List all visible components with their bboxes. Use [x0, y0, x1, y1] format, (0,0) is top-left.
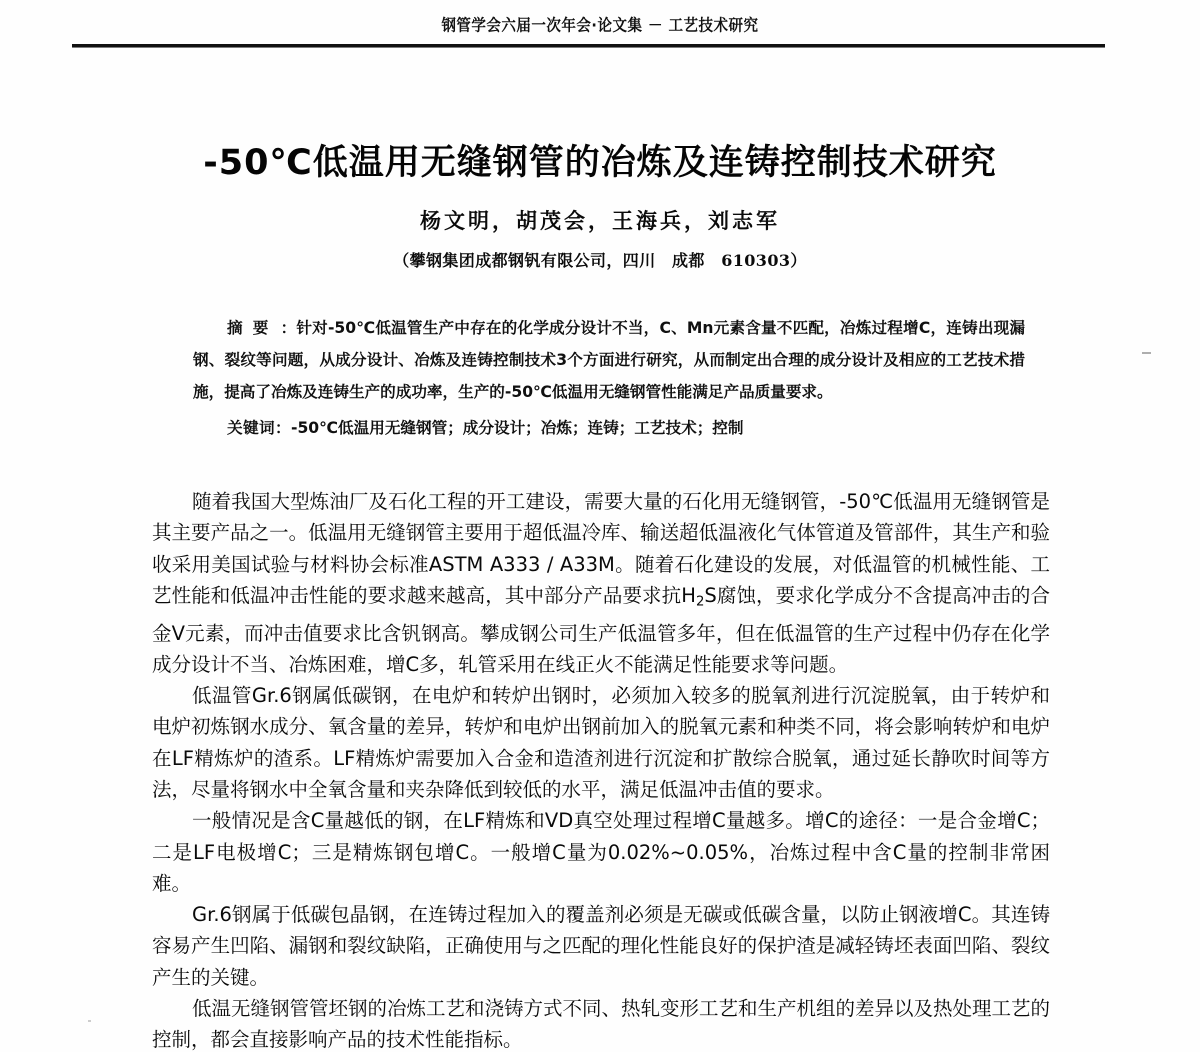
- body-paragraph-4: Gr.6钢属于低碳包晶钢，在连铸过程加入的覆盖剂必须是无碳或低碳含量，以防止钢液增C。其连铸容易产生凹陷、漏钢和裂纹缺陷，正确使用与之匹配的理化性能良好的保护渣是减轻铸坯表面凹陷、裂纹产生的关键。: [152, 903, 1050, 989]
- scan-artifact: [1142, 352, 1151, 354]
- body-paragraph-2: 低温管Gr.6钢属低碳钢，在电炉和转炉出钢时，必须加入较多的脱氧剂进行沉淀脱氧，由于转炉和电炉初炼钢水成分、氧含量的差异，转炉和电炉出钢前加入的脱氧元素和种类不同，将会影响转炉和电炉在LF精炼炉的渣系。LF精炼炉需要加入合金和造渣剂进行沉淀和扩散综合脱氧，通过延长静吹时间等方法，尽量将钢水中全氧含量和夹杂降低到较低的水平，满足低温冲击值的要求。: [152, 684, 1050, 801]
- running-header: [0, 14, 1200, 35]
- abstract-paragraph: [193, 312, 1025, 408]
- author-list: 杨文明，胡茂会，王海兵，刘志军: [420, 208, 780, 233]
- body-paragraph-5: 低温无缝钢管管坯钢的冶炼工艺和浇铸方式不同、热轧变形工艺和生产机组的差异以及热处理工艺的控制，都会直接影响产品的技术性能指标。: [152, 997, 1051, 1052]
- keywords-text: -50℃低温用无缝钢管；成分设计；冶炼；连铸；工艺技术；控制: [290, 419, 744, 437]
- running-header-text: 钢管学会六届一次年会·论文集 － 工艺技术研究: [441, 17, 759, 35]
- abstract-colon: ：: [280, 319, 297, 337]
- keywords-label: 关键词：: [227, 419, 291, 437]
- abstract-label: 摘要: [227, 319, 279, 337]
- body-paragraph-3: 一般情况是含C量越低的钢，在LF精炼和VD真空处理过程增C量越多。增C的途径：一是合金增C；二是LF电极增C；三是精炼钢包增C。一般增C量为0.02%~0.05%，冶炼过程中含C量的控制非常困难。: [152, 809, 1050, 895]
- keywords-paragraph: [193, 412, 1025, 444]
- body-paragraph-1: 随着我国大型炼油厂及石化工程的开工建设，需要大量的石化用无缝钢管，-50℃低温用无缝钢管是其主要产品之一。低温用无缝钢管主要用于超低温冷库、输送超低温液化气体管道及管部件，其生产和验收采用美国试验与材料协会标准ASTM A333 / A33M。随着石化建设的发展，对低温管的机械性能、工艺性能和低温冲击性能的要求越来越高，其中部分产品要求抗$H_2S$腐蚀，要求化学成分不含提高冲击的合金V元素，而冲击值要求比含钒钢高。攀成钢公司生产低温管多年，但在低温管的生产过程中仍存在化学成分设计不当、冶炼困难，增C多，轧管采用在线正火不能满足性能要求等问题。: [152, 490, 1050, 676]
- affiliation-line: （攀钢集团成都钢钒有限公司，四川 成都 610303）: [393, 251, 807, 270]
- page-title: -50℃低温用无缝钢管的冶炼及连铸控制技术研究: [203, 143, 997, 184]
- abstract-text: 针对-50℃低温管生产中存在的化学成分设计不当，C、Mn元素含量不匹配，冶炼过程增C，连铸出现漏钢、裂纹等问题，从成分设计、冶炼及连铸控制技术3个方面进行研究，从而制定出合理的成分设计及相应的工艺技术措施，提高了冶炼及连铸生产的成功率，生产的-50℃低温用无缝钢管性能满足产品质量要求。: [193, 319, 1025, 401]
- abstract-block: [193, 312, 1025, 444]
- body-text: [152, 486, 1050, 1056]
- header-rule: [72, 44, 1105, 47]
- scan-artifact: [88, 1020, 91, 1022]
